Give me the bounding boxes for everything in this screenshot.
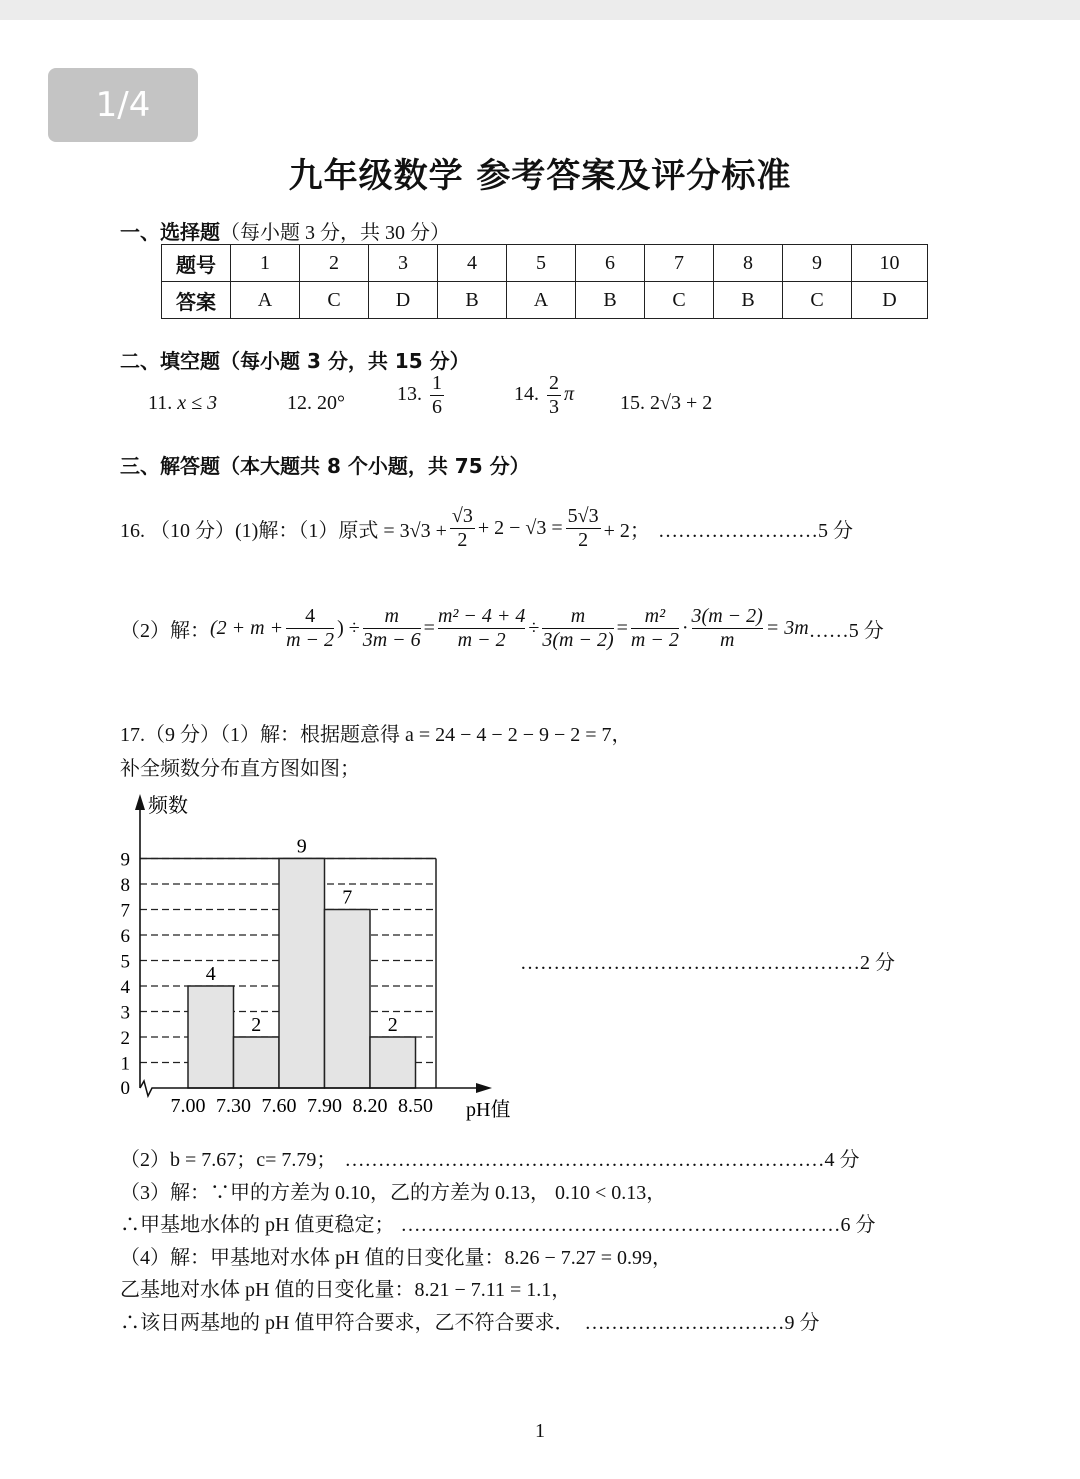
q17-part3-score: …………………………………………………………6 分 [400,1214,876,1236]
q16-part1 [120,505,853,552]
y-tick-label: 2 [120,1028,130,1049]
answer-cell: D [369,282,438,319]
q16-part1-score: ……………………5 分 [657,520,853,542]
q17-part4-line2: 乙基地对水体 pH 值的日变化量：8.21 − 7.11 = 1.1， [120,1279,572,1301]
x-tick-label: 8.50 [398,1095,433,1117]
question-cell: 6 [576,245,645,282]
answer-cell: D [852,282,928,319]
bar-value-label: 2 [251,1014,262,1036]
q16-part2 [120,605,884,652]
q14-fraction [547,372,561,419]
question-cell: 1 [231,245,300,282]
bar-value-label: 7 [342,886,353,909]
question-cell: 4 [438,245,507,282]
page-title: 九年级数学 参考答案及评分标准 [288,156,792,196]
question-cell: 3 [369,245,438,282]
question-cell: 2 [300,245,369,282]
denominator: m − 2 [286,629,335,651]
denominator: m − 2 [630,629,679,651]
numerator: 3(m − 2) [691,605,763,627]
q17-part1-line: 17.（9 分）（1）解：根据题意得 a = 24 − 4 − 2 − 9 − 2 = 7， [120,724,632,746]
q16-frac-m2 [438,605,525,652]
q13-label: 13. [397,383,422,406]
q17-part2-line [120,1143,859,1172]
q16-frac-m2-over-m-2 [631,605,679,652]
choice-answer-table [161,244,928,319]
q16-part1-middle: + 2 − √3 = [477,517,563,539]
y-axis-label: 频数 [148,793,188,817]
row-header-answer: 答案 [162,282,231,319]
fill-answer-13 [397,372,447,419]
histogram-bar [234,1037,280,1088]
q14-pi: π [564,383,575,406]
question-cell: 5 [507,245,576,282]
numerator: m [542,605,613,629]
x-tick-label: 8.20 [352,1095,388,1117]
section1-heading: 一、选择题 [120,220,220,244]
q14-numerator: 2 [549,372,559,394]
histogram-bar [279,859,325,1089]
answer-cell: A [507,282,576,319]
x-tick-label: 7.60 [261,1095,297,1117]
row-header-question: 题号 [162,245,231,282]
ph-frequency-histogram [110,790,530,1130]
y-tick-label: 7 [120,900,130,922]
q17-chart-score: ……………………………………………2 分 [520,952,895,974]
q17-part4-line3 [120,1306,819,1335]
y-tick-label: 5 [120,951,130,973]
answer-cell: C [783,282,852,319]
y-axis-arrow [135,794,145,810]
q14-denominator: 3 [549,396,559,418]
x-tick-label: 7.00 [170,1095,206,1117]
axis-break-mark [140,1081,156,1096]
page-number: 1 [535,1420,545,1442]
answer-cell: B [438,282,507,319]
q16-frac-m-over-3m-6 [363,605,421,652]
multiply-dot: · [681,617,689,639]
q16-frac-sqrt3-over-2 [450,505,475,552]
y-tick-label: 0 [120,1078,130,1099]
q16-part1-prefix: 16. （10 分）(1)解：（1）原式 = 3√3 + [120,520,447,542]
q16-part1-tail: + 2； [603,520,650,542]
denominator: 2 [457,529,468,551]
numerator: m² [631,605,679,629]
histogram-bar [370,1037,416,1088]
q17-part4-line1: （4）解：甲基地对水体 pH 值的日变化量：8.26 − 7.27 = 0.99， [120,1247,673,1269]
section2-heading: 二、填空题（每小题 3 分，共 15 分） [120,349,470,373]
question-cell: 8 [714,245,783,282]
equals-sign: = [616,617,628,639]
equals-sign: = [423,617,435,639]
numerator: m [363,605,421,629]
y-tick-label: 1 [120,1053,130,1075]
y-tick-label: 6 [120,926,130,947]
q17-part1-note: 补全频数分布直方图如图； [120,758,360,780]
bar-value-label: 9 [296,835,307,858]
bar-value-label: 4 [205,963,216,985]
q16-frac-5sqrt3-over-2 [566,505,601,552]
x-tick-label: 7.30 [216,1095,251,1117]
histogram-bar [325,910,371,1089]
fill-answer-12: 12. 20° [287,392,345,414]
answer-cell: A [231,282,300,319]
fill-answer-11 [148,392,217,415]
denominator: m [719,629,735,651]
y-tick-label: 8 [120,875,130,896]
denominator: 2 [578,529,589,551]
q13-denominator: 6 [432,396,442,418]
denominator: 3(m − 2) [542,629,614,651]
q16-part2-score: ……5 分 [808,620,884,642]
y-tick-label: 9 [120,849,130,871]
q14-label: 14. [514,383,539,406]
x-axis-label: pH值 [466,1099,511,1121]
q11-label: 11. [148,392,173,414]
answer-cell: B [714,282,783,319]
x-tick-label: 7.90 [307,1095,342,1117]
fill-answer-14 [514,372,574,419]
section1-note: （每小题 3 分，共 30 分） [220,222,450,244]
q16-frac-m-over-3m [542,605,613,652]
section1-heading-row [120,216,450,245]
q11-answer: x ≤ 3 [177,392,218,414]
numerator: 5√3 [567,505,599,527]
numerator: √3 [451,505,473,527]
fill-answer-15: 15. 2√3 + 2 [620,392,713,414]
q16-close-paren: ) ÷ [337,617,360,639]
bar-value-label: 2 [387,1014,398,1036]
y-tick-label: 3 [120,1002,130,1024]
answer-row [162,282,928,319]
q16-frac-4-over-m-2 [286,605,334,652]
q13-fraction [430,372,444,419]
q17-part3-line2 [120,1208,875,1237]
question-number-row [162,245,928,282]
divide-sign: ÷ [528,617,540,639]
q17-part4-text: ∴该日两基地的 pH 值甲符合要求，乙不符合要求． [120,1312,575,1334]
question-cell: 9 [783,245,852,282]
q17-part2-text: （2）b = 7.67；c= 7.79； [120,1149,337,1171]
numerator: 4 [286,605,334,629]
q17-part2-score: ………………………………………………………………4 分 [344,1149,860,1171]
histogram-bar [188,986,234,1088]
y-tick-label: 4 [120,977,130,998]
q16-open-paren: (2 + m + [210,617,284,639]
answer-cell: B [576,282,645,319]
q16-result: = 3m [765,617,809,639]
q17-part3-line1: （3）解：∵甲的方差为 0.10，乙的方差为 0.13， 0.10 < 0.13， [120,1182,667,1204]
q17-part4-score: …………………………9 分 [584,1312,820,1334]
denominator: 3m − 6 [362,629,421,651]
answer-cell: C [300,282,369,319]
page-indicator-badge: 1/4 [48,68,198,142]
question-cell: 7 [645,245,714,282]
x-axis-arrow [476,1083,492,1093]
denominator: m − 2 [457,629,506,651]
section3-heading: 三、解答题（本大题共 8 个小题，共 75 分） [120,454,530,478]
numerator: m² − 4 + 4 [437,605,526,627]
q17-part3-text: ∴甲基地水体的 pH 值更稳定； [120,1214,395,1236]
q13-numerator: 1 [432,372,442,394]
q16-frac-3m-2-over-m [692,605,763,652]
question-cell: 10 [852,245,928,282]
q16-part2-prefix: （2）解： [120,620,210,642]
answer-cell: C [645,282,714,319]
viewer-top-bar [0,0,1080,20]
